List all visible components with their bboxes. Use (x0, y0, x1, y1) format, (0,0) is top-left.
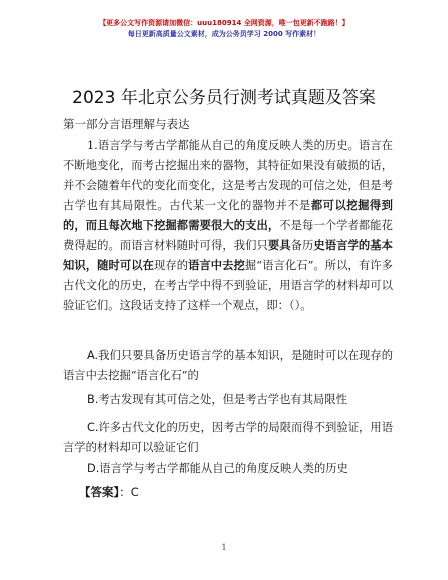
answer-line (79, 484, 139, 500)
answer-label: 【答案】 (79, 485, 120, 499)
question-1-stem: 1.语言学与考古学都能从自己的角度反映人类的历史。语言在不断地变化，而考古挖掘出来的器物，其特征如果没有破损的话，并不会随着年代的变化而变化，这是考古发现的可信之处，但是考古学也有其局限性。古代某一文化的器物并不是都可以挖掘得到的，而且每次地下挖掘都需要很大的支出，不是每一个学者都能花费得起的。而语言材料随时可得，我们只要具备历史语言学的基本知识，随时可以在现存的语言中去挖掘“语言化石”。所以，有许多古代文化的历史，在考古学中得不到验证，用语言学的材料却可以验证它们。这段话支持了这样一个观点，即：（）。 (63, 139, 393, 312)
promo-banner-line-2: 每日更新高质量公文素材，成为公务员学习 2000 写作素材！ (127, 30, 321, 38)
option-b: B.考古发现有其可信之处，但是考古学也有其局限性 (87, 393, 347, 406)
document-title: 2023 年北京公务员行测考试真题及答案 (72, 88, 376, 108)
option-c: C.许多古代文化的历史，因考古学的局限而得不到验证，用语言学的材料却可以验证它们 (63, 421, 393, 454)
promo-banner-line-1: 【更多公文写作资源请加微信：uuu180914 全网资源，唯一包更新不跑路！】 (99, 19, 349, 27)
answer-value: ：C (119, 485, 139, 499)
option-a: A.我们只要具备历史语言学的基本知识，是随时可以在现存的语言中去挖掘“语言化石”的 (63, 349, 393, 382)
section-heading: 第一部分言语理解与表达 (63, 117, 190, 131)
page-number: 1 (221, 543, 227, 552)
option-d: D.语言学与考古学都能从自己的角度反映人类的历史 (87, 462, 348, 475)
question-number: 1. (87, 139, 98, 152)
